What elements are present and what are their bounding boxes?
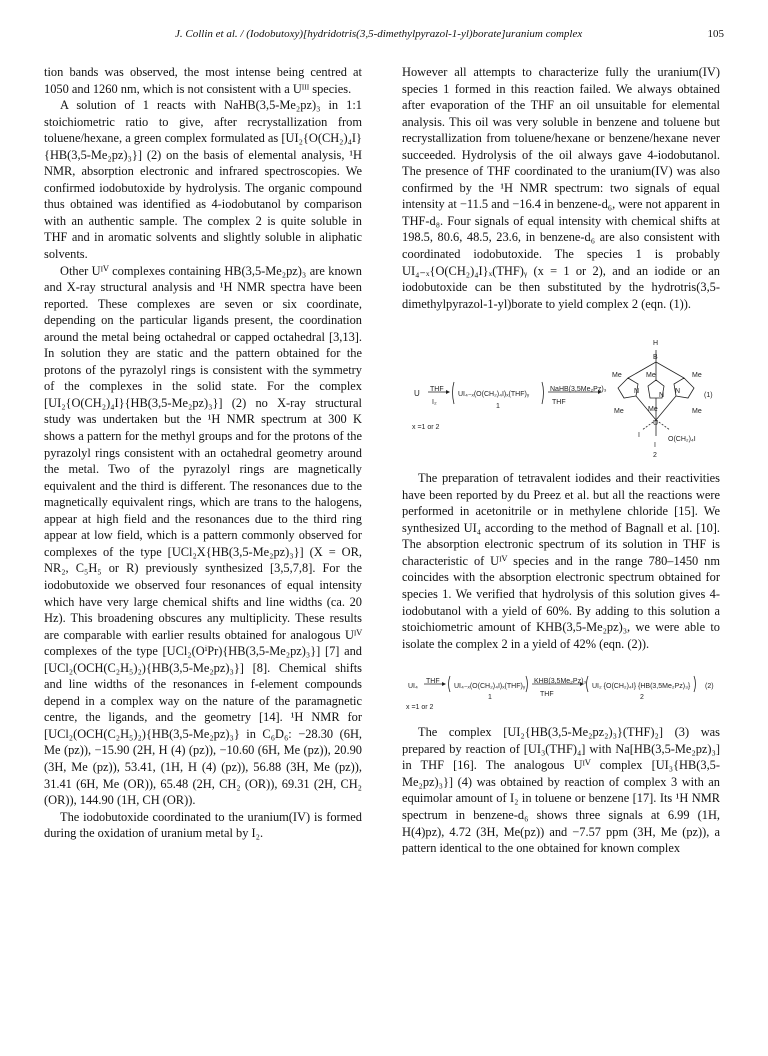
eq2-x-note: x =1 or 2 [406, 704, 434, 712]
eq1-struct-Me: Me [614, 408, 624, 416]
eq1-struct-N: N [675, 388, 681, 396]
eq1-arrow1-bottom: I₂ [432, 399, 437, 407]
eq2-arrow2-top: KHB(3,5Me₂Pz)₃ [534, 678, 587, 686]
eq1-intermediate-label: 1 [496, 403, 500, 411]
eq1-struct-H: H [653, 340, 659, 348]
eq2-intermediate-label: 1 [488, 694, 492, 702]
eq1-struct-I: I [638, 432, 640, 440]
eq2-intermediate: UI₄₋ₓ(O(CH₂)₄I)ₓ(THF)ᵧ [454, 683, 526, 691]
eq1-struct-N: N [634, 388, 640, 396]
eq1-struct-Me: Me [646, 372, 656, 380]
paragraph: The complex [UI₂{HB(3,5-Me₂pz₂)₃}(THF)₂] (3) was prepared by reaction of [UI₃(THF)₄] with Na[HB(3,5-Me₂pz)₃] in THF [16]. The analogous Uᴵⱽ complex [UI₃{HB(3,5-Me₂pz)₃}] (4) was obtained by reaction of complex 3 with an equimolar amount of I₂ in toluene or benzene [17]. Its ¹H NMR spectrum in benzene-d₆ shows three signals at 6.99 (1H, H(4)pz), 4.72 (3H, Me(pz)) and −7.57 ppm (3H, Me (pz)), a pattern identical to the one obtained for known complex [402, 725, 720, 856]
paragraph: However all attempts to characterize fully the uranium(IV) species 1 formed in this reaction failed. We always obtained after evaporation of the THF an oil unsuitable for elemental analysis. This oil was very soluble in benzene and toluene but recrystallization from toluene/hexane or benzene/hexane never succeeded. Hydrolysis of the oil always gave 4-iodobutanol. The presence of THF coordinated to the uranium(IV) was also confirmed by the ¹H NMR spectrum: two signals of equal intensity at −11.5 and −16.4 in benzene-d₆, were not apparent in THF-d₈. Four signals of equal intensity with chemical shifts at 198.5, 80.6, 48.5, 23.6, in benzene-d₆ are also consistent with coordinated iodobutoxide. The species 1 is probably UI₄₋ₓ{O(CH₂)₄I}ₓ(THF)ᵧ (x = 1 or 2), and an iodide or an iodobutoxide can be then substituted by the hydrotris(3,5-dimethylpyrazol-1-yl)borate to yield complex 2 (eqn. (1)). [402, 65, 720, 311]
running-title: J. Collin et al. / (Iodobutoxy)[hydridotris(3,5-dimethylpyrazol-1-yl)borate]uranium complex [175, 28, 583, 40]
paragraph: tion bands was observed, the most intense being centred at 1050 and 1260 nm, which is not consistent with a Uᴵᴵᴵ species. [44, 65, 362, 96]
eq1-struct-U: U [653, 420, 659, 428]
eq1-struct-Me: Me [692, 408, 702, 416]
right-column [402, 64, 720, 857]
eq1-product-label: 2 [653, 452, 657, 460]
eq2-reactant: UI₄ [408, 683, 418, 691]
eq1-number: (1) [704, 392, 713, 400]
eq1-intermediate: UI₄₋ₓ(O(CH₂)₄I)ₓ(THF)ᵧ [458, 391, 530, 399]
eq1-struct-Me: Me [692, 372, 702, 380]
eq1-struct-B: B [653, 354, 658, 362]
eq1-arrow2-top: NaHB(3,5Me₂Pz)₃ [550, 386, 607, 394]
eq1-struct-I: I [654, 442, 656, 450]
eq1-x-note: x =1 or 2 [412, 424, 440, 432]
page-number: 105 [707, 28, 724, 40]
reaction-scheme-2 [402, 664, 720, 710]
paragraph: A solution of 1 reacts with NaHB(3,5-Me₂pz)₃ in 1:1 stoichiometric ratio to give, after recrystallization from toluene/hexane, a green complex formulated as [UI₂{O(CH₂)₄I}{HB(3,5-Me₂pz)₃}] (2) on the basis of elemental analysis, ¹H NMR, absorption electronic and infrared spectroscopies. We confirmed iodobutoxide by hydrolysis. The organic compound thus obtained was identified as 4-iodobutanol by comparison with an authentic sample. The complex 2 is quite soluble in THF and in aromatic solvents and slightly soluble in aliphatic solvents. [44, 98, 362, 262]
running-header [0, 28, 768, 48]
reaction-scheme-1 [402, 320, 720, 462]
eq1-arrow2-bottom: THF [552, 399, 566, 407]
eq1-struct-OR: O(CH₂)₄I [668, 436, 696, 444]
eq1-struct-Me: Me [648, 406, 658, 414]
eq2-arrow1-top: THF [426, 678, 440, 686]
paragraph: Other Uᴵⱽ complexes containing HB(3,5-Me₂pz)₃ are known and X-ray structural analysis and ¹H NMR spectra have been reported. These complexes are seven or six coordinate, depending on the particular ligands present, the coordination around the metal being octahedral or capped octahedral [3,13]. In solution they are static and the pattern obtained for the protons of the pyrazolyl rings is consistent with the symmetry of the complexes in the solid state. For the complex [UI₂{O(CH₂)₄I}{HB(3,5-Me₂pz)₃}] (2) no X-ray structural study was undertaken but the ¹H NMR spectrum at 300 K shows a pattern for the methyl groups and for the protons of the pyrazolyl rings consistent with an octahedral geometry around the metal. Two of the pyrazolyl rings are magnetically equivalent and the third is different. The resonances due to the magnetically equivalent rings, which are trans to the halogens, appear at high field and the resonances due to the third ring appear at low field, which is a pattern commonly observed for complexes of the type [UCl₂X{HB(3,5-Me₂pz)₃}] (X = OR, NR₂, C₅H₅ or R) previously synthesized [3,5,7,8]. For the iodobutoxide we observed four resonances of equal intensity which have very large chemical shifts and line widths (ca. 20 Hz). This broadening obscures any multiplicity. These results are comparable with earlier results obtained for analogous Uᴵⱽ complexes of the type [UCl₂(OⁱPr){HB(3,5-Me₂pz)₃}] [7] and [UCl₂(OCH(C₂H₅)₂){HB(3,5-Me₂pz)₃}] [8]. Chemical shifts and line widths of the resonances in f-element compounds depend in a complex way on the nature of the paramagnetic centre, the ligands, and the geometry [14]. ¹H NMR for [UCl₂(OCH(C₂H₅)₂){HB(3,5-Me₂pz)₃} in C₆D₆: −28.30 (6H, Me (pz)), −15.90 (2H, H (4) (pz)), −10.60 (6H, Me (pz)), 20.90 (3H, Me (pz)), 53.41, (1H, H (4) (pz)), 56.88 (3H, Me (pz)), 31.41 (6H, Me (OR)), 65.48 (2H, CH₂ (OR)), 69.31 (2H, CH₂ (OR)), 144.90 (1H, CH (OR)). [44, 263, 362, 808]
eq2-product: UI₂ {O(CH₂)₄I} {HB(3,5Me₂Pz)₃} [592, 683, 691, 691]
eq1-struct-N: N [659, 392, 665, 400]
eq2-arrow2-bottom: THF [540, 691, 554, 699]
eq2-number: (2) [705, 683, 714, 691]
left-column [44, 64, 362, 842]
eq1-reactant: U [414, 389, 420, 399]
paragraph: The preparation of tetravalent iodides and their reactivities have been reported by du Preez et al. but all the reactions were performed in acetonitrile or in methylene chloride [15]. We synthesized UI₄ according to the method of Bagnall et al. [10]. The absorption electronic spectrum of its solution in THF is characteristic of Uᴵⱽ species and in the range 780–1450 nm coincides with the absorption electronic spectrum obtained for species 1. We verified that hydrolysis of this solution gives 4-iodobutanol with a yield of 60%. By adding to this solution a stoichiometric amount of KHB(3,5-Me₂pz)₃, we were able to isolate the complex 2 in a yield of 42% (eqn. (2)). [402, 471, 720, 651]
paragraph: The iodobutoxide coordinated to the uranium(IV) is formed during the oxidation of uranium metal by I₂. [44, 809, 362, 841]
eq1-struct-Me: Me [612, 372, 622, 380]
eq1-arrow1-top: THF [430, 386, 444, 394]
eq2-product-label: 2 [640, 694, 644, 702]
